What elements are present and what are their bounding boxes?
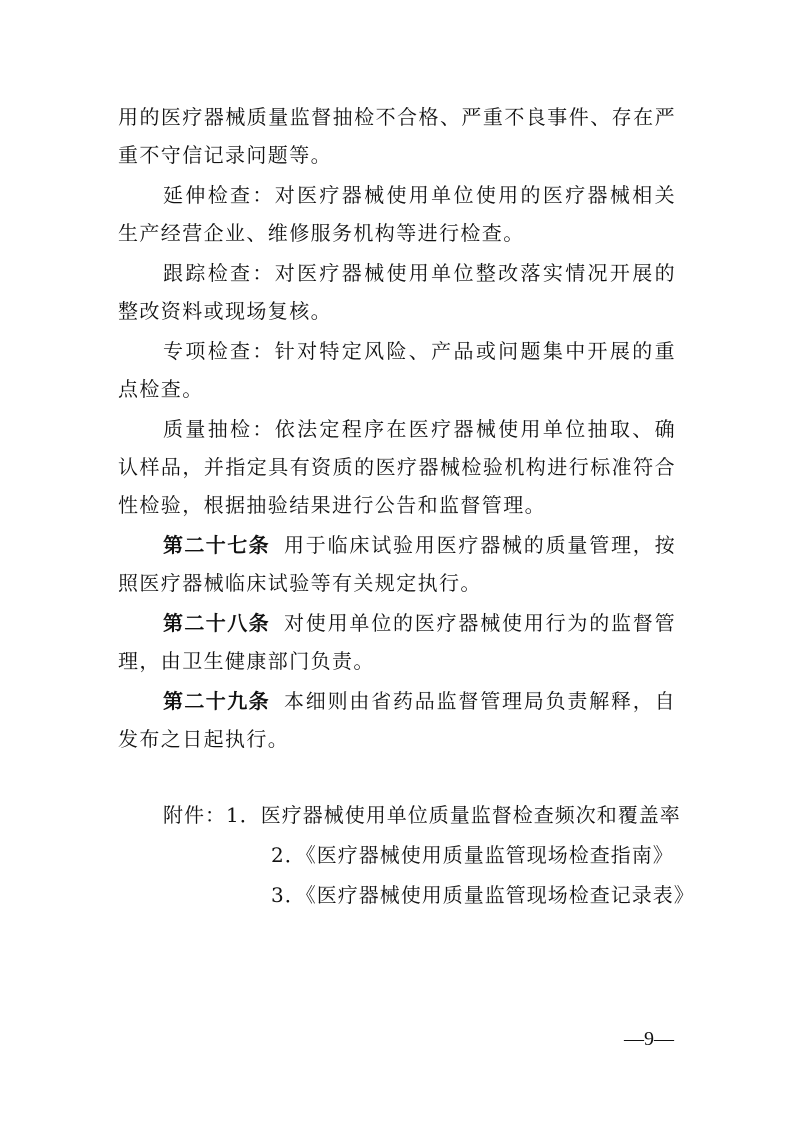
attachment-prefix: 附件： (163, 803, 226, 827)
article-28-label: 第二十八条 (163, 611, 270, 635)
page-number: —9— (624, 1028, 674, 1050)
article-27 (118, 526, 676, 602)
document-body (118, 98, 695, 916)
article-28-text: 对使用单位的医疗器械使用行为的监督管理，由卫生健康部门负责。 (118, 611, 676, 673)
paragraph-extended-inspection: 延伸检查：对医疗器械使用单位使用的医疗器械相关生产经营企业、维修服务机构等进行检查。 (118, 183, 676, 245)
article-27-label: 第二十七条 (163, 533, 270, 557)
attachment-item-1: 1．医疗器械使用单位质量监督检查频次和覆盖率 (226, 803, 681, 827)
article-29-text: 本细则由省药品监督管理局负责解释，自发布之日起执行。 (118, 689, 676, 751)
paragraph-special-inspection: 专项检查：针对特定风险、产品或问题集中开展的重点检查。 (118, 339, 676, 401)
paragraph-quality-sampling: 质量抽检：依法定程序在医疗器械使用单位抽取、确认样品，并指定具有资质的医疗器械检验机构进行标准符合性检验，根据抽验结果进行公告和监督管理。 (118, 417, 676, 517)
article-29 (118, 682, 676, 758)
attachment-1 (118, 796, 681, 834)
article-29-label: 第二十九条 (163, 689, 270, 713)
paragraph-follow-up-inspection: 跟踪检查：对医疗器械使用单位整改落实情况开展的整改资料或现场复核。 (118, 261, 676, 323)
article-27-text: 用于临床试验用医疗器械的质量管理，按照医疗器械临床试验等有关规定执行。 (118, 533, 676, 595)
attachment-item-3: 3．《医疗器械使用质量监管现场检查记录表》 (271, 883, 695, 907)
article-28 (118, 604, 676, 680)
attachment-item-2: 2．《医疗器械使用质量监管现场检查指南》 (271, 843, 674, 867)
attachment-3 (118, 876, 695, 914)
attachment-2 (118, 836, 676, 874)
paragraph-continuation: 用的医疗器械质量监督抽检不合格、严重不良事件、存在严重不守信记录问题等。 (118, 105, 676, 167)
